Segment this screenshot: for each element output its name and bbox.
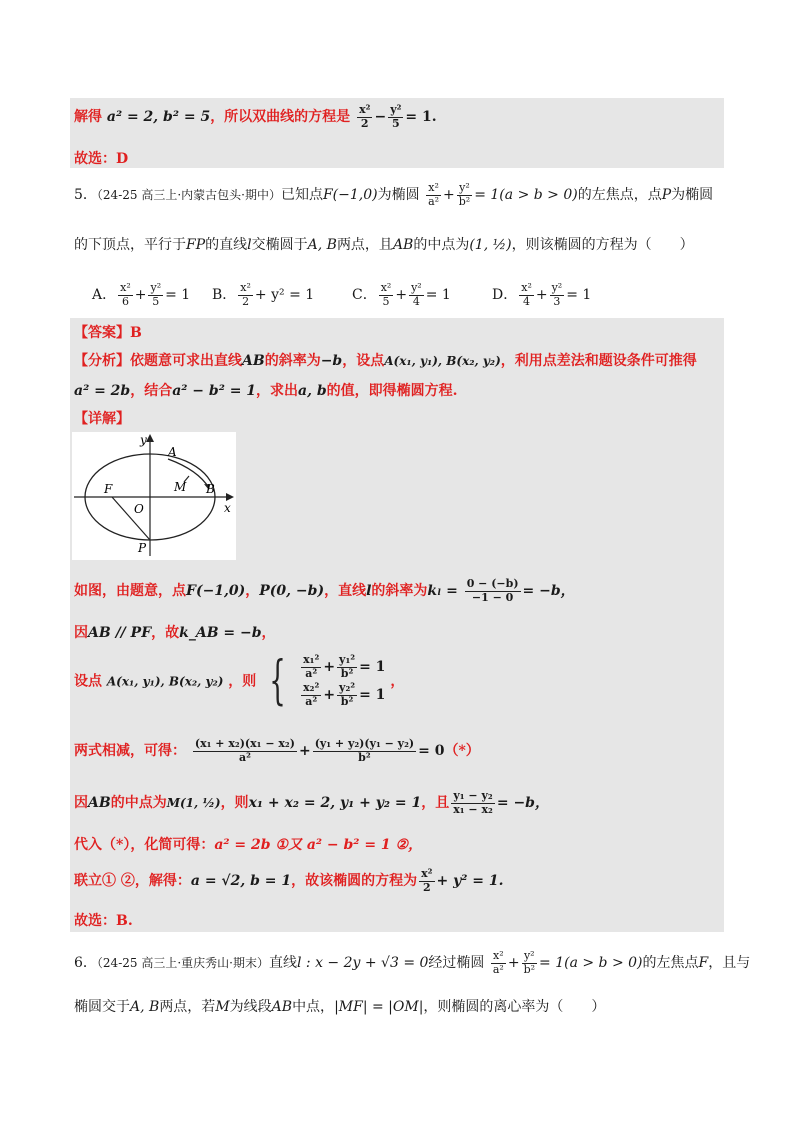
label-m: M (174, 480, 187, 494)
q6-line2: 椭圆交于A, B两点，若M为线段AB中点，|MF| = |OM|，则椭圆的离心率为（ ） (74, 999, 606, 1015)
solution-line1: 如图，由题意，点F(−1,0)，P(0, −b)，直线l的斜率为kₗ = $\frac{0 - (-b)}{-1 - 0}$ = −b， (74, 577, 575, 604)
label-p: P (138, 541, 147, 555)
label-a: A (168, 445, 177, 459)
q5-option-a[interactable]: A． $\frac{\text{x²}}{6}$ + $\frac{\text{y²}}{5}$ = 1 (92, 281, 191, 308)
q6-line1: 6．（24-25 高三上·重庆秀山·期末）直线l : x − 2y + √3 = 0经过椭圆 $\frac{\text{x²}}{\text{a²}}$ + $\frac{\text{y²}}{\text{b²}}$ = 1(a > b > 0)的左焦点F，且与 (74, 949, 751, 976)
analysis-line1: 【分析】依题意可求出直线AB的斜率为−b，设点A(x₁, y₁), B(x₂, y₂)，利用点差法和题设条件可推得 (74, 353, 697, 369)
q5-option-c[interactable]: C． $\frac{\text{x²}}{5}$ + $\frac{\text{y²}}{4}$ = 1 (352, 281, 451, 308)
answer-label: 【答案】B (74, 325, 142, 341)
q5-option-d[interactable]: D． $\frac{\text{x²}}{4}$ + $\frac{\text{y²}}{3}$ = 1 (492, 281, 592, 308)
q5-line1: 5．（24-25 高三上·内蒙古包头·期中）已知点F(−1,0)为椭圆 $\frac{\text{x²}}{\text{a²}}$ + $\frac{\text{y²}}{\text{b²}}$ = 1(a > b > 0)的左焦点，点P为椭圆 (74, 181, 714, 208)
detail-label: 【详解】 (74, 411, 130, 427)
solution-choice: 故选：B. (74, 913, 133, 929)
solution-line6: 代入（*），化简可得：a² = 2b ①又 a² − b² = 1 ②， (74, 837, 423, 853)
equation-system: $\frac{\text{x₁²}}{\text{a²}}$ + $\frac{\text{y₁²}}{\text{b²}}$ = 1 $\frac{\text{x₂²}}{\text{a²}}$ + $\frac{\text{y₂²}}{\text{b²}}$ = 1 (303, 653, 386, 708)
solution-line3: 设点 A(x₁, y₁), B(x₂, y₂) ，则 { $\frac{\text{x₁²}}{\text{a²}}$ + $\frac{\text{y₁²}}{\text{b²}}$ = 1 $\frac{\text{x₂²}}{\text{a²}}$ + $\frac{\text{y₂²}}{\text{b²}}$ = 1 ， (74, 651, 405, 712)
label-x: x (224, 501, 231, 515)
ellipse-figure (72, 432, 236, 560)
label-b: B (206, 482, 215, 496)
label-o: O (134, 502, 144, 516)
analysis-line2: a² = 2b，结合a² − b² = 1，求出a, b的值，即得椭圆方程. (74, 383, 458, 399)
solution-line5: 因AB的中点为M(1, ½)，则x₁ + x₂ = 2, y₁ + y₂ = 1，且 $\frac{\text{y₁ − y₂}}{\text{x₁ − x₂}}$ = −b， (74, 789, 549, 816)
prev-solve-line: 解得 a² = 2, b² = 5，所以双曲线的方程是 $\frac{\text{x²}}{2}$ − $\frac{\text{y²}}{5}$ = 1. (74, 103, 437, 130)
prev-choice: 故选：D (74, 151, 129, 167)
solution-line7: 联立① ②，解得：a = √2, b = 1，故该椭圆的方程为 $\frac{\text{x²}}{2}$ + y² = 1. (74, 867, 504, 894)
label-y: y (140, 433, 147, 447)
q5-option-b[interactable]: B． $\frac{\text{x²}}{2}$ + y² = 1 (212, 281, 315, 308)
q5-line2: 的下顶点，平行于FP的直线l交椭圆于A, B两点，且AB的中点为(1, ½)，则该椭圆的方程为（ ） (74, 237, 694, 253)
label-f: F (104, 482, 113, 496)
solution-line4: 两式相减，可得： $\frac{\text{(x₁ + x₂)(x₁ − x₂)}}{\text{a²}}$ + $\frac{\text{(y₁ + y₂)(y₁ − y₂)}}{\text{b²}}$ = 0（*） (74, 737, 480, 764)
solution-line2: 因AB // PF，故k_AB = −b， (74, 625, 276, 641)
